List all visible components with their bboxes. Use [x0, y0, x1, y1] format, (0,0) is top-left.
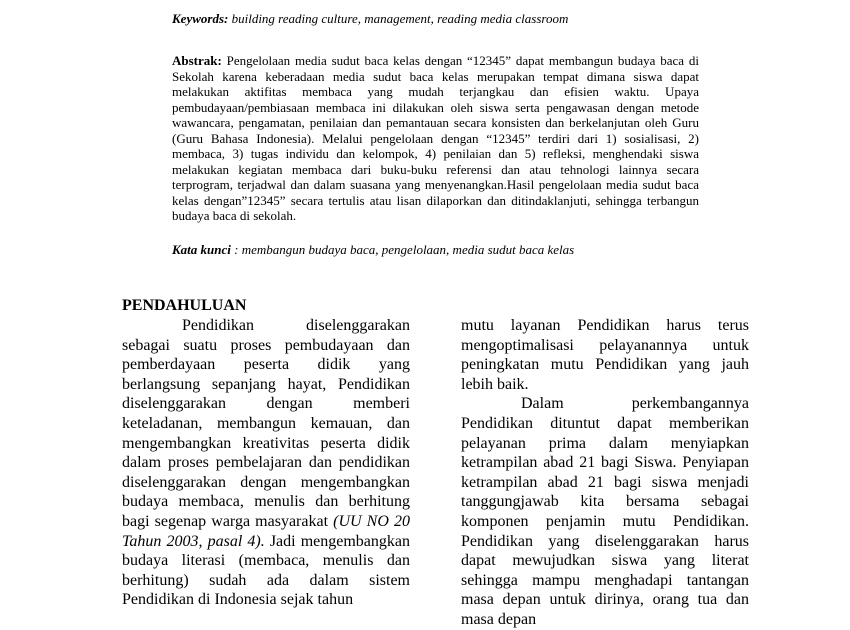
section-heading: PENDAHULUAN — [122, 297, 247, 314]
left-column — [122, 316, 410, 610]
right-column — [461, 316, 749, 630]
right-paragraph-1: mutu layanan Pendidikan harus terus mengoptimalisasi pelayanannya untuk peningkatan mutu Pendidikan yang jauh lebih baik. — [461, 317, 749, 393]
kata-kunci-text: : membangun budaya baca, pengelolaan, media sudut baca kelas — [230, 242, 575, 257]
kata-kunci-label: Kata kunci — [172, 242, 231, 257]
right-paragraph-2: Dalam perkembangannya Pendidikan dituntut dapat memberikan pelayanan prima dalam menyiapkan ketrampilan abad 21 bagi Siswa. Penyiapan ketrampilan abad 21 bagi siswa menjadi tanggungjawab kita bersama sebagai komponen penjamin mutu Pendidikan. Pendidikan yang diselenggarakan harus dapat mewujudkan siswa yang literat sehingga mampu menghadapi tantangan masa depan untuk dirinya, orang tua dan masa depan — [461, 395, 749, 628]
left-text-before-citation: Pendidikan diselenggarakan sebagai suatu proses pembudayaan dan pemberdayaan peserta didik yang berlangsung sepanjang hayat, Pendidikan diselenggarakan dengan memberi keteladanan, membangun kemauan, dan mengembangkan kreativitas peserta didik dalam proses pembelajaran dan pendidikan diselenggarakan dengan mengembangkan budaya membaca, menulis dan berhitung bagi segenap warga masyarakat — [122, 317, 410, 530]
abstrak-text: Pengelolaan media sudut baca kelas dengan “12345” dapat membangun budaya baca di Sekolah karena keberadaan media sudut baca kelas merupakan tempat dimana siswa dapat melakukan aktifitas membaca yang mudah terjangkau dan efisien waktu. Upaya pembudayaan/pembiasaan membaca ini dilakukan oleh siswa serta pengawasan dengan metode wawancara, pengamatan, penilaian dan pemantauan secara konsisten dan berkelanjutan oleh Guru (Guru Bahasa Indonesia). Melalui pengelolaan dengan “12345” terdiri dari 1) sosialisasi, 2) membaca, 3) tugas individu dan kelompok, 4) penilaian dan 5) refleksi, menghendaki siswa melakukan kegiatan membaca dari buku-buku referensi dan atau tehnologi lainnya secara terprogram, terjadwal dan dalam suasana yang menyenangkan.Hasil pengelolaan media sudut baca kelas dengan”12345” secara tertulis atau lisan dilaporkan dan ditindaklanjuti, sehingga terbangun budaya baca di sekolah. — [172, 53, 699, 223]
keywords-label: Keywords: — [172, 11, 229, 26]
keywords-text: building reading culture, management, reading media classroom — [228, 11, 569, 26]
kata-kunci-line — [172, 242, 712, 258]
citation: (UU NO 20 Tahun 2003, pasal 4). — [122, 512, 410, 550]
keywords-line — [172, 11, 712, 27]
left-paragraph — [122, 316, 410, 610]
abstrak-label: Abstrak: — [172, 53, 222, 68]
abstrak-paragraph — [172, 53, 699, 224]
left-text-after-citation: Jadi mengembangkan budaya literasi (membaca, menulis dan berhitung) sudah ada dalam sistem Pendidikan di Indonesia sejak tahun — [122, 532, 410, 609]
